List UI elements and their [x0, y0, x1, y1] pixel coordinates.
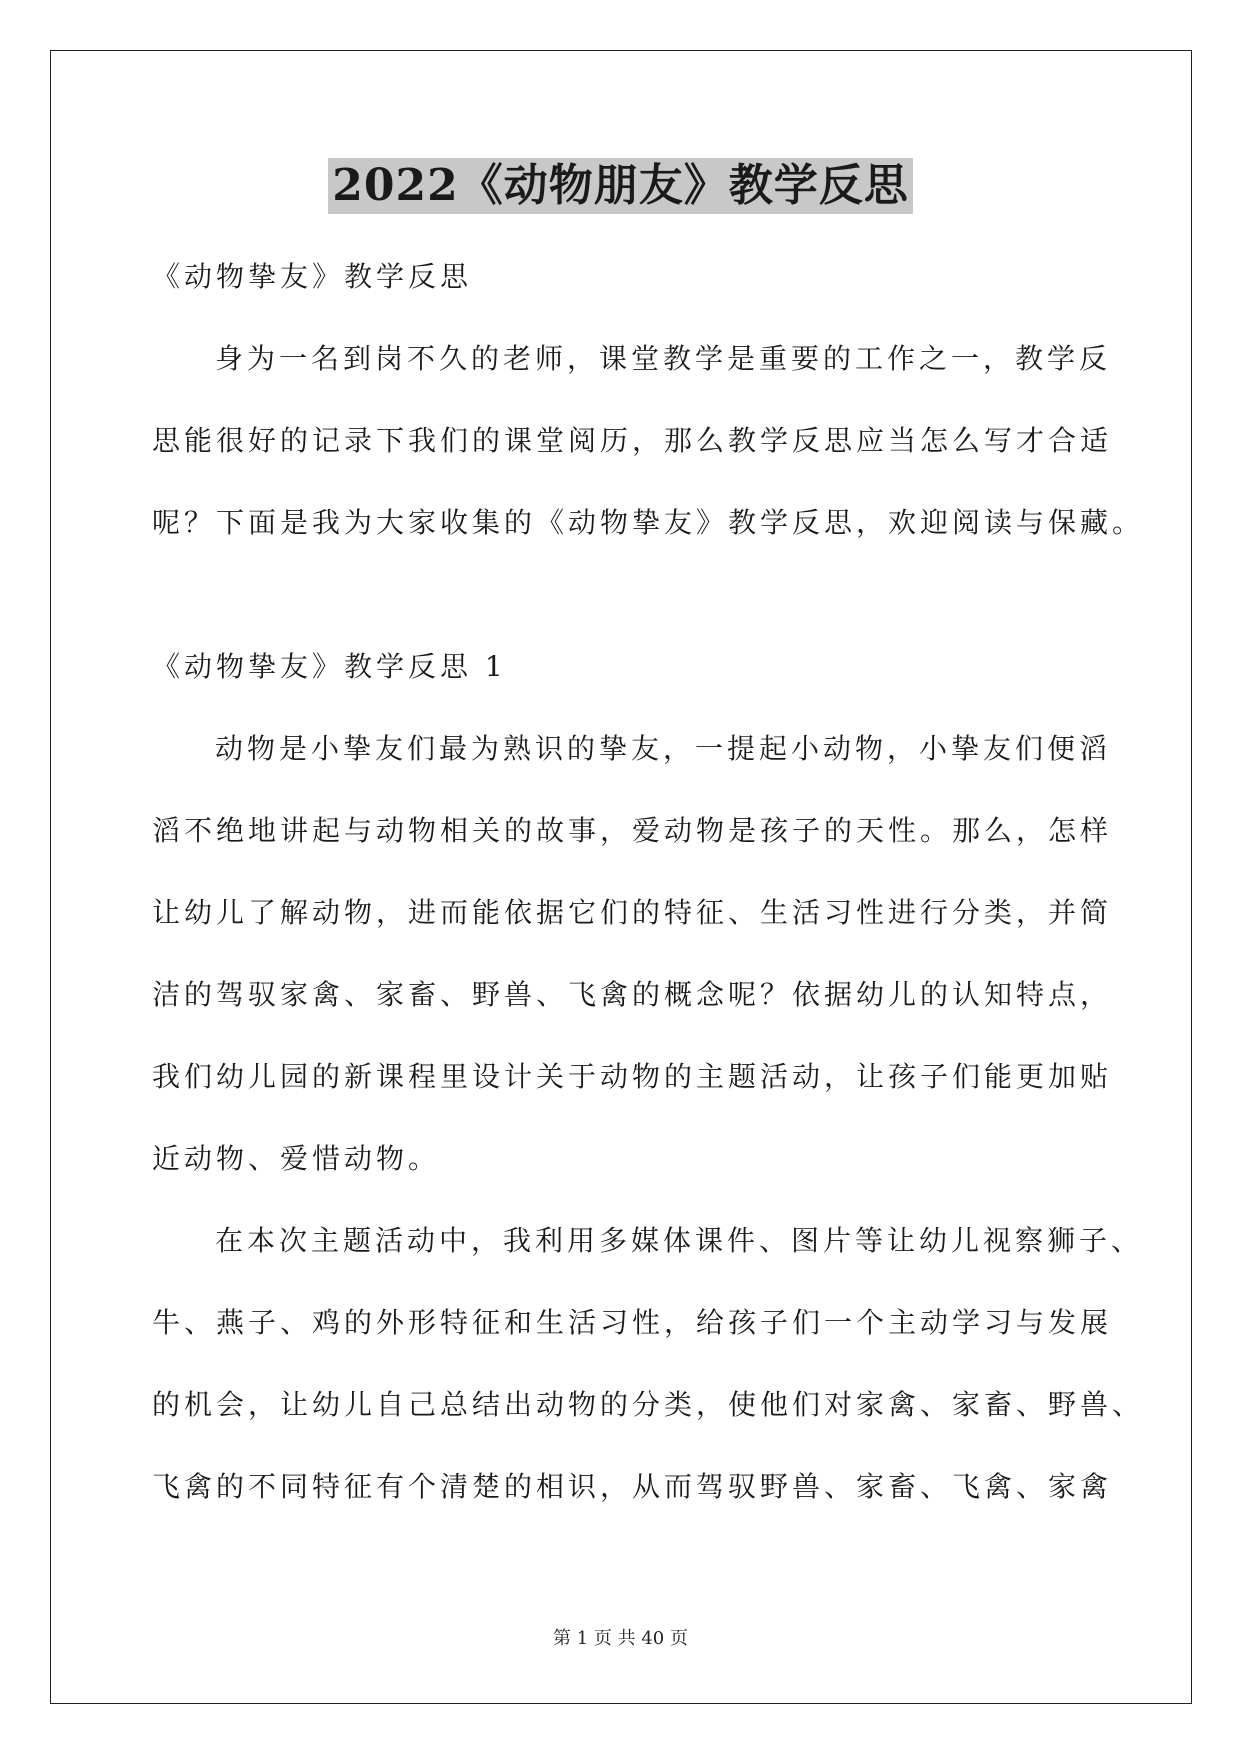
- paragraph-line: 在本次主题活动中，我利用多媒体课件、图片等让幼儿视察狮子、: [215, 1224, 1144, 1257]
- title-container: [0, 158, 1241, 214]
- paragraph-line: 让幼儿了解动物，进而能依据它们的特征、生活习性进行分类，并简: [152, 896, 1113, 929]
- section-heading: 《动物挚友》教学反思 1: [152, 650, 507, 683]
- intro-line: 呢？下面是我为大家收集的《动物挚友》教学反思，欢迎阅读与保藏。: [152, 506, 1145, 539]
- spacer: [152, 564, 1112, 626]
- intro-line: 思能很好的记录下我们的课堂阅历，那么教学反思应当怎么写才合适: [152, 424, 1113, 457]
- document-body: [152, 236, 1145, 1528]
- paragraph-line: 近动物、爱惜动物。: [152, 1142, 441, 1175]
- paragraph-line: 滔不绝地讲起与动物相关的故事，爱动物是孩子的天性。那么，怎样: [152, 814, 1113, 847]
- paragraph-line: 动物是小挚友们最为熟识的挚友，一提起小动物，小挚友们便滔: [215, 732, 1112, 765]
- paragraph-line: 的机会，让幼儿自己总结出动物的分类，使他们对家禽、家畜、野兽、: [152, 1388, 1145, 1421]
- paragraph-line: 牛、燕子、鸡的外形特征和生活习性，给孩子们一个主动学习与发展: [152, 1306, 1113, 1339]
- document-title: 2022《动物朋友》教学反思: [328, 158, 912, 214]
- paragraph-line: 我们幼儿园的新课程里设计关于动物的主题活动，让孩子们能更加贴: [152, 1060, 1113, 1093]
- subtitle: 《动物挚友》教学反思: [152, 260, 473, 293]
- intro-line: 身为一名到岗不久的老师，课堂教学是重要的工作之一，教学反: [215, 342, 1112, 375]
- paragraph-line: 飞禽的不同特征有个清楚的相识，从而驾驭野兽、家畜、飞禽、家禽: [152, 1470, 1113, 1503]
- paragraph-line: 洁的驾驭家禽、家畜、野兽、飞禽的概念呢？依据幼儿的认知特点，: [152, 978, 1113, 1011]
- page-footer: 第 1 页 共 40 页: [553, 1628, 688, 1649]
